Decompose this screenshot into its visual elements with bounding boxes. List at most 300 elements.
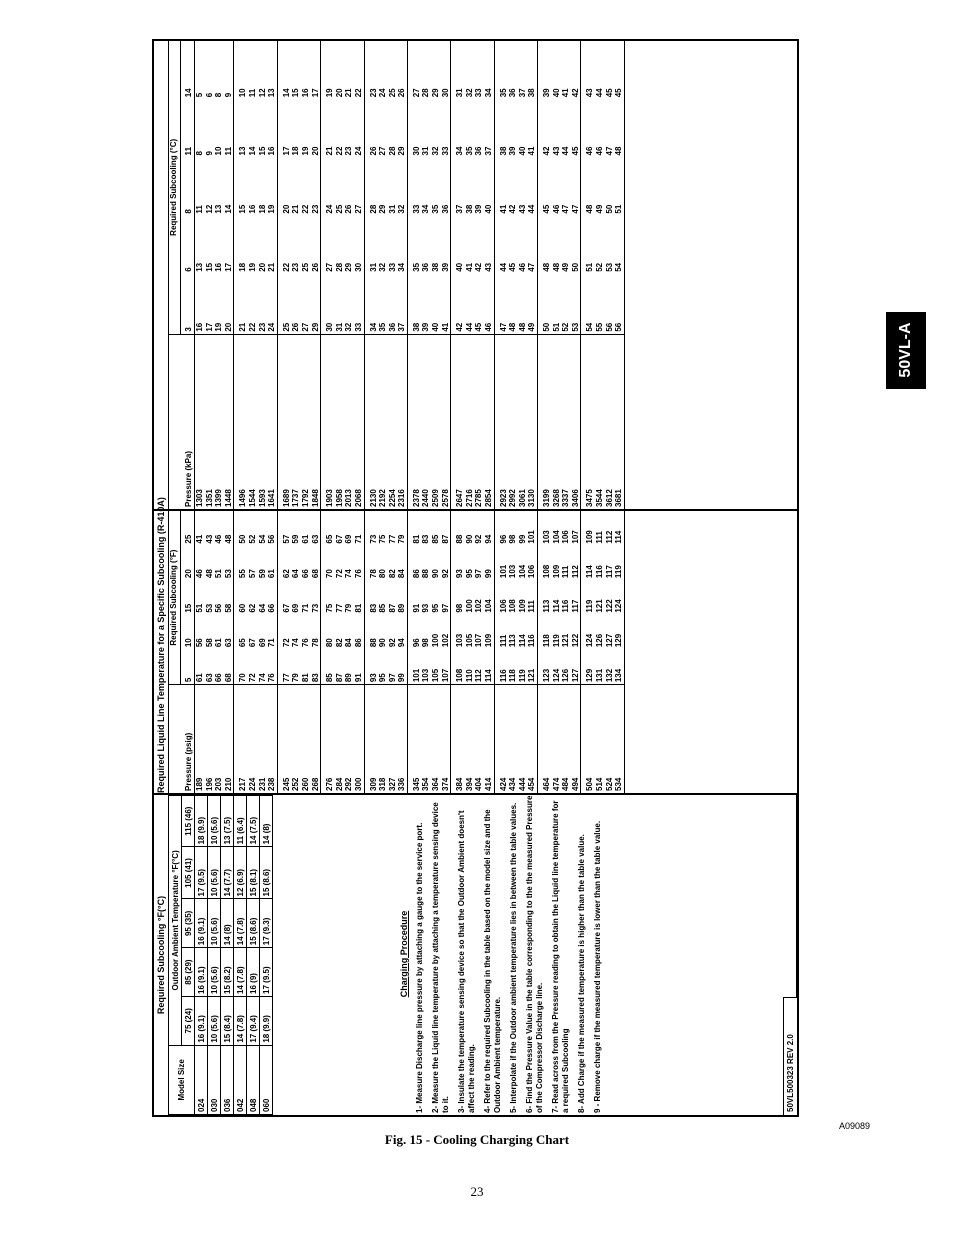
fahrenheit-liquid-temp-cell: 107 [441, 649, 451, 685]
fahrenheit-pressure-row [238, 511, 248, 793]
fahrenheit-liquid-temp-cell: 64 [291, 569, 301, 579]
celsius-liquid-temp-cell: 9 [204, 150, 214, 156]
side-tab-label: 50VL-A [897, 322, 914, 378]
celsius-pressure-row [205, 41, 215, 509]
celsius-pressure-row [412, 41, 422, 509]
fahrenheit-liquid-temp-cell: 70 [238, 649, 248, 685]
celsius-pressure-cell: 1351 [204, 489, 214, 507]
figure-caption: Fig. 15 - Cooling Charging Chart [384, 1132, 570, 1147]
celsius-pressure-cell: 2378 [411, 489, 421, 507]
celsius-pressure-row [291, 41, 301, 509]
fahrenheit-liquid-temp-cell: 68 [224, 649, 234, 685]
celsius-liquid-temp-cell: 20 [334, 88, 344, 98]
fahrenheit-subcooling-col: 25 [181, 511, 195, 546]
celsius-liquid-temp-cell: 38 [431, 262, 441, 272]
fahrenheit-liquid-temp-cell: 99 [484, 546, 494, 581]
fahrenheit-pressure-cell: 196 [204, 777, 214, 791]
fahrenheit-pressure-row [248, 511, 258, 793]
fahrenheit-liquid-temp-cell: 134 [614, 649, 624, 685]
celsius-liquid-temp-cell: 56 [605, 274, 615, 334]
celsius-liquid-temp-cell: 28 [421, 88, 431, 98]
celsius-liquid-temp-cell: 36 [388, 274, 398, 334]
celsius-liquid-temp-cell: 52 [594, 262, 604, 272]
celsius-liquid-temp-cell: 23 [368, 88, 378, 98]
fahrenheit-pressure-row [335, 511, 345, 793]
procedure-step: 8- Add Charge if the measured temperature is higher than the table value. [577, 834, 586, 1113]
celsius-liquid-temp-cell: 36 [474, 146, 484, 156]
celsius-liquid-temp-cell: 8 [214, 92, 224, 98]
fahrenheit-liquid-temp-cell: 110 [465, 649, 475, 685]
fahrenheit-liquid-temp-cell: 122 [571, 615, 581, 650]
fahrenheit-pressure-cell: 231 [257, 777, 267, 791]
page-number: 23 [470, 1184, 484, 1199]
fahrenheit-liquid-temp-cell: 67 [247, 638, 257, 648]
fahrenheit-liquid-temp-cell: 98 [455, 603, 465, 613]
fahrenheit-liquid-temp-cell: 105 [431, 649, 441, 685]
celsius-liquid-temp-cell: 49 [527, 274, 537, 334]
fahrenheit-liquid-temp-cell: 88 [421, 569, 431, 579]
celsius-liquid-temp-cell: 14 [247, 146, 257, 156]
fahrenheit-liquid-temp-cell: 93 [455, 569, 465, 579]
celsius-liquid-temp-cell: 39 [508, 146, 518, 156]
subcooling-cell: 11 (6.4) [234, 796, 247, 847]
fahrenheit-liquid-temp-cell: 68 [311, 546, 321, 581]
revision-rule [796, 795, 797, 997]
fahrenheit-liquid-temp-cell: 103 [421, 649, 431, 685]
fahrenheit-liquid-temp-cell: 78 [368, 569, 378, 579]
fahrenheit-liquid-temp-cell: 124 [585, 633, 595, 648]
celsius-pressure-row [614, 41, 624, 509]
fahrenheit-liquid-temp-cell: 117 [604, 565, 614, 579]
celsius-pressure-row [421, 41, 431, 509]
subcooling-cell: 10 (5.6) [208, 948, 221, 997]
celsius-liquid-temp-cell: 47 [561, 204, 571, 214]
procedure-step: 9 - Remove charge if the measured temperature is lower than the table value. [593, 820, 602, 1113]
fahrenheit-liquid-temp-cell: 119 [551, 634, 561, 648]
celsius-pressure-cell: 2068 [354, 334, 364, 509]
celsius-pressure-cell: 1593 [257, 489, 267, 507]
celsius-pressure-cell: 1737 [291, 489, 301, 507]
subcooling-cell: 12 (6.9) [234, 847, 247, 899]
fahrenheit-liquid-temp-cell: 101 [527, 511, 537, 546]
fahrenheit-liquid-temp-cell: 57 [247, 569, 257, 579]
model-size-cell: 036 [221, 1045, 234, 1114]
celsius-liquid-temp-cell: 31 [455, 88, 465, 98]
celsius-pressure-row [508, 41, 518, 509]
celsius-liquid-temp-cell: 19 [267, 157, 277, 215]
subcooling-cell: 10 (5.6) [208, 796, 221, 847]
celsius-liquid-temp-cell: 21 [238, 274, 248, 334]
celsius-pressure-row [571, 41, 581, 509]
fahrenheit-liquid-temp-cell: 96 [411, 638, 421, 648]
fahrenheit-liquid-temp-cell: 106 [561, 530, 571, 544]
celsius-liquid-temp-cell: 48 [614, 99, 624, 157]
fahrenheit-liquid-temp-cell: 82 [387, 569, 397, 579]
celsius-liquid-temp-cell: 50 [542, 274, 552, 334]
celsius-liquid-temp-cell: 26 [368, 146, 378, 156]
celsius-liquid-temp-cell: 22 [334, 146, 344, 156]
fahrenheit-liquid-temp-cell: 56 [267, 511, 277, 546]
celsius-pressure-row [258, 41, 268, 509]
celsius-liquid-temp-cell: 44 [465, 274, 475, 334]
fahrenheit-liquid-temp-cell: 109 [484, 615, 494, 650]
fahrenheit-pressure-cell: 384 [455, 777, 465, 791]
fahrenheit-liquid-temp-cell: 74 [344, 569, 354, 579]
celsius-liquid-temp-cell: 18 [238, 262, 248, 272]
fahrenheit-liquid-temp-cell: 107 [474, 633, 484, 648]
fahrenheit-liquid-temp-cell: 80 [378, 569, 388, 579]
fahrenheit-pressure-cell: 245 [281, 777, 291, 791]
fahrenheit-liquid-temp-cell: 87 [387, 603, 397, 613]
fahrenheit-pressure-cell: 494 [571, 685, 581, 793]
fahrenheit-pressure-row [605, 511, 615, 793]
model-size-cell: 048 [247, 1045, 260, 1114]
celsius-liquid-temp-cell: 30 [325, 274, 335, 334]
procedure-step: 5- Interpolate if the Outdoor ambient temperature lies in between the table values. [509, 802, 518, 1113]
celsius-pressure-cell: 3612 [604, 489, 614, 507]
fahrenheit-pressure-row [474, 511, 484, 793]
celsius-liquid-temp-cell: 34 [484, 41, 494, 99]
fahrenheit-pressure-cell: 252 [291, 777, 301, 791]
celsius-liquid-temp-cell: 39 [421, 274, 431, 334]
celsius-liquid-temp-cell: 15 [204, 262, 214, 272]
subcooling-cell: 14 (7.5) [247, 796, 260, 847]
fahrenheit-liquid-temp-cell: 116 [499, 649, 509, 685]
fahrenheit-liquid-temp-cell: 121 [594, 599, 604, 613]
celsius-liquid-temp-cell: 30 [441, 41, 451, 99]
fahrenheit-liquid-temp-cell: 92 [441, 546, 451, 581]
celsius-liquid-temp-cell: 29 [431, 88, 441, 98]
subcooling-cell: 16 (9.1) [195, 948, 208, 997]
celsius-pressure-row [527, 41, 537, 509]
fahrenheit-liquid-temp-cell: 88 [455, 534, 465, 544]
celsius-liquid-temp-cell: 26 [397, 41, 407, 99]
celsius-liquid-temp-cell: 33 [441, 99, 451, 157]
fahrenheit-liquid-temp-cell: 90 [464, 534, 474, 544]
celsius-pressure-cell: 1689 [281, 489, 291, 507]
celsius-pressure-row [214, 41, 224, 509]
fahrenheit-liquid-temp-cell: 116 [527, 615, 537, 650]
procedure-title: Charging Procedure [399, 910, 409, 998]
celsius-liquid-temp-cell: 33 [474, 88, 484, 98]
fahrenheit-liquid-temp-cell: 97 [441, 580, 451, 615]
fahrenheit-liquid-temp-cell: 51 [214, 569, 224, 579]
celsius-liquid-temp-cell: 45 [571, 99, 581, 157]
celsius-liquid-temp-cell: 43 [551, 146, 561, 156]
celsius-pressure-row [238, 41, 248, 509]
celsius-liquid-temp-cell: 40 [484, 157, 494, 215]
celsius-liquid-temp-cell: 28 [334, 262, 344, 272]
fahrenheit-pressure-cell: 238 [267, 685, 277, 793]
celsius-pressure-cell: 3130 [527, 334, 537, 509]
subcooling-cell: 13 (7.5) [221, 796, 234, 847]
celsius-pressure-row [518, 41, 528, 509]
fahrenheit-pressure-row [224, 511, 234, 793]
charging-chart [152, 39, 799, 1117]
fahrenheit-pressure-cell: 327 [387, 777, 397, 791]
subcooling-cell: 14 (8) [221, 899, 234, 948]
fahrenheit-liquid-temp-cell: 93 [421, 603, 431, 613]
fahrenheit-liquid-temp-cell: 127 [571, 649, 581, 685]
celsius-liquid-temp-cell: 12 [204, 204, 214, 214]
fahrenheit-liquid-temp-cell: 83 [368, 603, 378, 613]
celsius-liquid-temp-cell: 37 [397, 274, 407, 334]
fahrenheit-pressure-row [195, 511, 205, 793]
celsius-pressure-cell: 3268 [551, 489, 561, 507]
celsius-liquid-temp-cell: 45 [542, 204, 551, 214]
celsius-pressure-cell: 2716 [464, 489, 474, 507]
celsius-pressure-cell: 1903 [325, 489, 335, 507]
subcooling-cell: 10 (5.6) [208, 899, 221, 948]
fahrenheit-liquid-temp-cell: 69 [344, 534, 354, 544]
celsius-pressure-cell: 2785 [474, 489, 484, 507]
celsius-liquid-temp-cell: 10 [238, 88, 248, 98]
celsius-liquid-temp-cell: 47 [571, 157, 581, 215]
procedure-step: 4- Refer to the required Subcooling in the table based on the model size and the Outdoor Ambient temperature. [483, 809, 502, 1113]
celsius-pressure-row [465, 41, 475, 509]
celsius-liquid-temp-cell: 34 [421, 204, 431, 214]
celsius-pressure-row [267, 41, 277, 509]
celsius-liquid-temp-cell: 27 [354, 157, 364, 215]
celsius-pressure-row [388, 41, 398, 509]
fahrenheit-liquid-temp-cell: 108 [542, 564, 551, 579]
fahrenheit-pressure-row [354, 511, 364, 793]
celsius-liquid-temp-cell: 21 [344, 88, 354, 98]
celsius-liquid-temp-cell: 17 [311, 41, 321, 99]
celsius-liquid-temp-cell: 41 [527, 99, 537, 157]
celsius-liquid-temp-cell: 24 [325, 204, 335, 214]
celsius-subcooling-col: 3 [181, 274, 195, 334]
celsius-liquid-temp-cell: 42 [542, 146, 551, 156]
fahrenheit-liquid-temp-cell: 87 [441, 511, 451, 546]
fahrenheit-liquid-temp-cell: 111 [594, 531, 604, 544]
celsius-pressure-cell: 1848 [311, 334, 321, 509]
celsius-pressure-row [311, 41, 321, 509]
fahrenheit-liquid-temp-cell: 105 [464, 633, 474, 648]
fahrenheit-liquid-temp-cell: 121 [561, 633, 571, 648]
celsius-liquid-temp-cell: 15 [238, 204, 248, 214]
fahrenheit-liquid-temp-cell: 59 [257, 569, 267, 579]
celsius-liquid-temp-cell: 21 [267, 216, 277, 274]
celsius-liquid-temp-cell: 29 [311, 274, 321, 334]
fahrenheit-liquid-temp-cell: 78 [311, 615, 321, 650]
celsius-pressure-cell: 3681 [614, 334, 624, 509]
fahrenheit-liquid-temp-cell: 46 [214, 534, 224, 544]
ambient-temp-col: 75 (24) [182, 996, 195, 1045]
chart-rotated-content [154, 41, 797, 1115]
fahrenheit-liquid-temp-cell: 41 [195, 534, 204, 544]
fahrenheit-pressure-row [484, 511, 494, 793]
celsius-liquid-temp-cell: 41 [561, 88, 571, 98]
fahrenheit-liquid-temp-cell: 98 [421, 638, 431, 648]
celsius-pressure-cell: 2854 [484, 334, 494, 509]
fahrenheit-liquid-temp-cell: 126 [561, 649, 571, 685]
procedure-step: 2- Measure the Liquid line temperature by attaching a temperature sensing device to it. [431, 802, 450, 1113]
fahrenheit-pressure-cell: 534 [614, 685, 624, 793]
fahrenheit-pressure-cell: 189 [195, 777, 204, 791]
celsius-liquid-temp-cell: 44 [498, 262, 508, 272]
fahrenheit-liquid-temp-cell: 80 [325, 638, 335, 648]
fahrenheit-liquid-temp-cell: 70 [325, 569, 335, 579]
subcooling-row [260, 796, 273, 1115]
fahrenheit-liquid-temp-cell: 69 [291, 603, 301, 613]
fahrenheit-liquid-temp-cell: 114 [551, 599, 561, 613]
fahrenheit-subcooling-col: 20 [181, 546, 195, 581]
fahrenheit-liquid-temp-cell: 63 [205, 649, 215, 685]
celsius-pressure-cell: 3199 [542, 489, 551, 507]
celsius-liquid-temp-cell: 43 [517, 204, 527, 214]
celsius-liquid-temp-cell: 34 [455, 146, 465, 156]
subcooling-cell: 10 (5.6) [208, 847, 221, 899]
celsius-liquid-temp-cell: 19 [247, 262, 257, 272]
celsius-liquid-temp-cell: 40 [551, 88, 561, 98]
fahrenheit-pressure-cell: 210 [224, 685, 234, 793]
fahrenheit-liquid-temp-cell: 113 [508, 634, 518, 648]
celsius-liquid-temp-cell: 36 [508, 88, 518, 98]
subcooling-cell: 16 (9.1) [195, 996, 208, 1045]
fahrenheit-liquid-temp-cell: 88 [368, 638, 378, 648]
fahrenheit-liquid-temp-cell: 111 [561, 565, 571, 579]
subcooling-cell: 14 (7.8) [234, 996, 247, 1045]
fahrenheit-liquid-temp-cell: 119 [518, 649, 528, 685]
celsius-liquid-temp-cell: 13 [238, 146, 248, 156]
celsius-liquid-temp-cell: 14 [224, 157, 234, 215]
celsius-liquid-temp-cell: 34 [397, 216, 407, 274]
fahrenheit-liquid-temp-cell: 57 [281, 534, 291, 544]
fahrenheit-pressure-row [344, 511, 354, 793]
fahrenheit-liquid-temp-cell: 72 [281, 638, 291, 648]
fahrenheit-liquid-temp-cell: 129 [614, 615, 624, 650]
fahrenheit-liquid-temp-cell: 124 [552, 649, 562, 685]
fahrenheit-pressure-cell: 474 [551, 777, 561, 791]
celsius-pressure-row [397, 41, 407, 509]
fahrenheit-pressure-row [595, 511, 605, 793]
procedure-step: 3- Insulate the temperature sensing device so that the Outdoor Ambient doesn't affect the reading. [457, 810, 476, 1113]
model-size-cell: 060 [260, 1045, 273, 1114]
celsius-liquid-temp-cell: 25 [282, 274, 292, 334]
celsius-liquid-temp-cell: 29 [344, 262, 354, 272]
celsius-liquid-temp-cell: 29 [397, 99, 407, 157]
celsius-liquid-temp-cell: 48 [551, 262, 561, 272]
fahrenheit-pressure-row [465, 511, 475, 793]
fahrenheit-liquid-temp-cell: 131 [595, 649, 605, 685]
celsius-liquid-temp-cell: 23 [291, 262, 301, 272]
celsius-liquid-temp-cell: 44 [561, 146, 571, 156]
subcooling-cell: 15 (8.6) [247, 899, 260, 948]
celsius-liquid-temp-cell: 35 [378, 274, 388, 334]
celsius-pressure-cell: 2647 [455, 489, 465, 507]
fahrenheit-liquid-temp-cell: 66 [214, 649, 224, 685]
celsius-liquid-temp-cell: 21 [291, 204, 301, 214]
celsius-liquid-temp-cell: 49 [594, 204, 604, 214]
fahrenheit-pressure-row [614, 511, 624, 793]
fahrenheit-liquid-temp-cell: 56 [214, 603, 224, 613]
celsius-pressure-cell: 3337 [561, 489, 571, 507]
subcooling-cell: 14 (7.8) [234, 948, 247, 997]
fahrenheit-liquid-temp-cell: 66 [300, 569, 310, 579]
celsius-liquid-temp-cell: 20 [257, 262, 267, 272]
celsius-liquid-temp-cell: 35 [464, 146, 474, 156]
celsius-liquid-temp-cell: 55 [595, 274, 605, 334]
fahrenheit-liquid-temp-cell: 64 [257, 603, 267, 613]
celsius-liquid-temp-cell: 36 [421, 262, 431, 272]
celsius-pressure-row [561, 41, 571, 509]
model-size-cell: 024 [195, 1045, 208, 1114]
celsius-liquid-temp-cell: 16 [267, 99, 277, 157]
celsius-pressure-header: Pressure (kPa) [181, 334, 195, 509]
celsius-liquid-temp-cell: 47 [527, 216, 537, 274]
fahrenheit-liquid-temp-cell: 109 [585, 530, 595, 544]
celsius-liquid-temp-cell: 41 [498, 204, 508, 214]
celsius-liquid-temp-cell: 8 [195, 150, 204, 156]
celsius-liquid-temp-cell: 33 [354, 274, 364, 334]
subcooling-cell: 17 (9.3) [260, 899, 273, 948]
celsius-liquid-temp-cell: 50 [604, 204, 614, 214]
fahrenheit-liquid-temp-cell: 101 [498, 564, 508, 579]
celsius-pressure-row [195, 41, 205, 509]
celsius-pressure-row [224, 41, 234, 509]
celsius-liquid-temp-cell: 42 [455, 274, 465, 334]
celsius-pressure-row [542, 41, 552, 509]
fahrenheit-pressure-cell: 276 [325, 777, 335, 791]
celsius-pressure-row [484, 41, 494, 509]
celsius-liquid-temp-cell: 25 [300, 262, 310, 272]
fahrenheit-liquid-temp-cell: 108 [455, 649, 465, 685]
celsius-pressure-row [282, 41, 292, 509]
fahrenheit-pressure-cell: 514 [594, 777, 604, 791]
fahrenheit-liquid-temp-cell: 73 [311, 580, 321, 615]
celsius-liquid-temp-cell: 16 [214, 262, 224, 272]
fahrenheit-liquid-temp-cell: 114 [484, 649, 494, 685]
celsius-liquid-temp-cell: 54 [585, 274, 595, 334]
fahrenheit-liquid-temp-cell: 75 [378, 534, 388, 544]
fahrenheit-pressure-row [311, 511, 321, 793]
fahrenheit-pressure-row [214, 511, 224, 793]
celsius-pressure-row [369, 41, 379, 509]
celsius-pressure-row [344, 41, 354, 509]
fahrenheit-liquid-temp-cell: 63 [224, 615, 234, 650]
fahrenheit-liquid-temp-cell: 129 [585, 649, 595, 685]
fahrenheit-pressure-row [441, 511, 451, 793]
celsius-liquid-temp-cell: 11 [247, 88, 257, 98]
fahrenheit-liquid-temp-cell: 66 [267, 580, 277, 615]
celsius-liquid-temp-cell: 48 [585, 204, 595, 214]
celsius-liquid-temp-cell: 53 [604, 262, 614, 272]
celsius-liquid-temp-cell: 48 [518, 274, 528, 334]
fahrenheit-liquid-temp-cell: 126 [594, 633, 604, 648]
fahrenheit-liquid-temp-cell: 101 [412, 649, 422, 685]
fahrenheit-liquid-temp-cell: 116 [594, 565, 604, 579]
fahrenheit-pressure-cell: 354 [421, 777, 431, 791]
fahrenheit-pressure-row [369, 511, 379, 793]
celsius-pressure-row [474, 41, 484, 509]
celsius-pressure-cell: 2130 [368, 489, 378, 507]
fahrenheit-pressure-row [585, 511, 595, 793]
procedure-step: 7- Read across from the Pressure reading to obtain the Liquid line temperature for a required Subcooling [551, 800, 570, 1113]
fahrenheit-liquid-temp-cell: 62 [281, 569, 291, 579]
fahrenheit-liquid-temp-cell: 106 [498, 599, 508, 613]
celsius-liquid-temp-cell: 22 [248, 274, 258, 334]
fahrenheit-liquid-temp-cell: 92 [387, 638, 397, 648]
fahrenheit-pressure-cell: 524 [604, 777, 614, 791]
fahrenheit-pressure-cell: 454 [527, 685, 537, 793]
celsius-liquid-temp-cell: 29 [378, 204, 388, 214]
fahrenheit-pressure-cell: 364 [431, 777, 441, 791]
fahrenheit-liquid-temp-cell: 102 [441, 615, 451, 650]
fahrenheit-pressure-row [542, 511, 552, 793]
fahrenheit-liquid-temp-cell: 111 [527, 580, 537, 615]
fahrenheit-column-header-row [181, 511, 195, 793]
